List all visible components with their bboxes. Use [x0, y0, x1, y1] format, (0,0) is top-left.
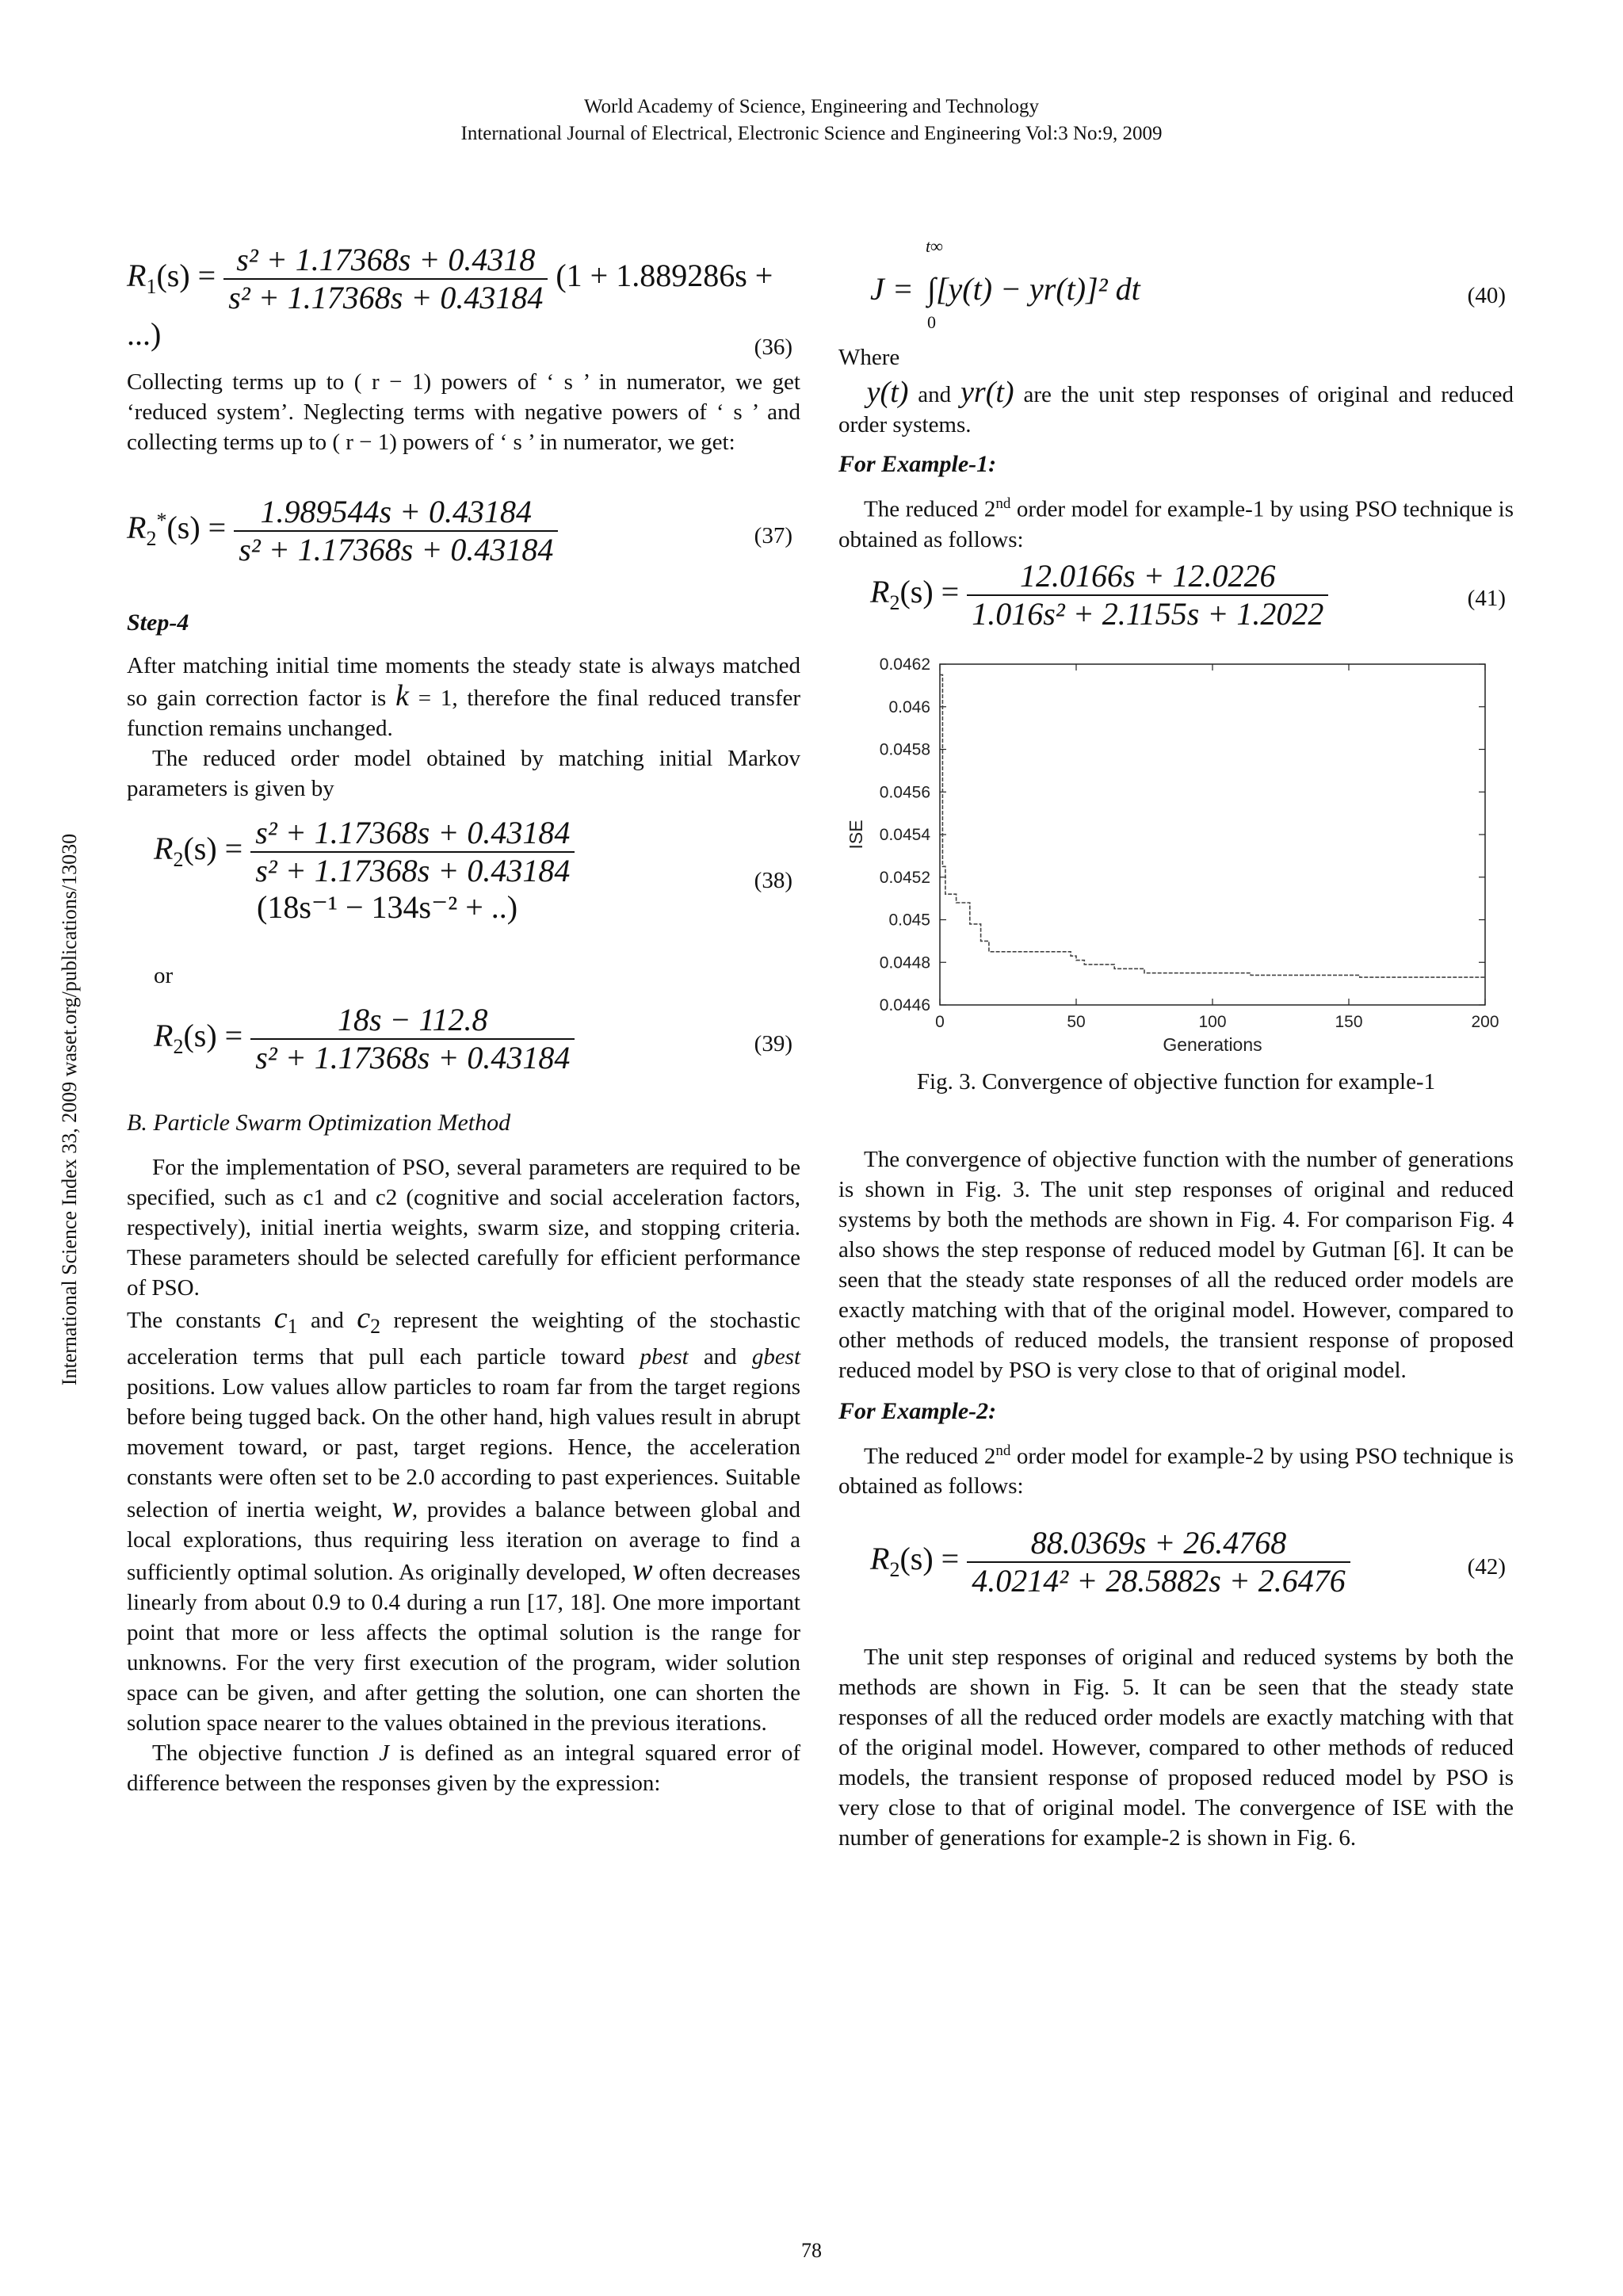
- eq36-denominator: s² + 1.17368s + 0.43184: [228, 280, 544, 315]
- p2-text-b: order model for example-1 by using PSO technique is obtained as follows:: [838, 496, 1514, 552]
- figure-3-caption: Fig. 3. Convergence of objective function for example-1: [916, 1068, 1436, 1095]
- eq42-lhs: R: [870, 1541, 890, 1577]
- y-tick-label-7: 0.046: [888, 697, 930, 716]
- paragraph-constants: [127, 1303, 800, 1738]
- p2-part-a: After matching initial time moments the steady state is always matched so gain correction factor is: [127, 653, 800, 711]
- p5-text-b: represent the weighting of the stochastic acceleration terms that pull each particle toward: [127, 1308, 801, 1370]
- eq36-lhs-arg: (s) =: [156, 258, 216, 294]
- p1-text-b: are the unit step responses of original and reduced order systems.: [838, 382, 1514, 437]
- y-tick-label-0: 0.0446: [879, 995, 930, 1014]
- y-tick-label-2: 0.045: [888, 911, 930, 930]
- paragraph-steady-state: [127, 651, 800, 743]
- equation-36: [127, 242, 800, 360]
- section-b-heading: B. Particle Swarm Optimization Method: [127, 1110, 511, 1136]
- y-tick-label-3: 0.0452: [879, 868, 930, 887]
- p5-text-c: positions. Low values allow particles to roam far from the target regions before being tugged back. On the other hand, high values result in abrupt movement toward, or past, target regions. Hence, the acceleration constants were often set to be 2.0 according to past experiences. Suitable selection of inertia weight,: [127, 1373, 800, 1522]
- eq36-label: (36): [754, 334, 792, 360]
- equation-40: [838, 238, 1514, 333]
- p6-text-a: The objective function: [152, 1740, 369, 1766]
- eq37-numerator: 1.989544s + 0.43184: [234, 494, 558, 532]
- paragraph-example-2-results: The unit step responses of original and reduced systems by both the methods are shown in Fig. 5. It can be seen that the steady state responses of all the reduced order models are exactly matching with that of the original model. However, compared to other methods of reduced models, the transient response of proposed reduced model by PSO is very close to that of original model. The convergence of ISE with the number of generations for example-2 is shown in Fig. 6.: [838, 1645, 1514, 1851]
- eq37-lhs-sub: 2: [146, 527, 157, 551]
- eq40-upper-limit: t∞: [926, 236, 943, 256]
- equation-39: [154, 1002, 800, 1081]
- eq37-label: (37): [754, 523, 792, 548]
- equation-38: [154, 815, 800, 949]
- eq40-integrand: ∫[y(t) − yr(t)]² dt: [927, 271, 1140, 307]
- eq37-denominator: s² + 1.17368s + 0.43184: [239, 532, 554, 567]
- paragraph-example-1: [838, 489, 1514, 555]
- eq38-lhs: R: [154, 831, 174, 867]
- x-tick-label-1: 50: [1067, 1012, 1086, 1031]
- p5-text-a: The constants: [127, 1308, 262, 1333]
- p5-text-e: often decreases linearly from about 0.9 to 0.4 during a run [17, 18]. One more important point that more or less affects the optimal solution is the range for unknowns. For the very first execution of the program, wider solution space can be given, and after getting the solution, one can shorten the solution space nearer to the values obtained in the previous iterations.: [127, 1559, 801, 1736]
- running-header: [0, 94, 1623, 147]
- eq36-series: (1 + 1.889286s + ...): [127, 258, 773, 352]
- gain-k-symbol: k: [395, 679, 409, 712]
- y-tick-label-1: 0.0448: [879, 953, 930, 972]
- right-column: [838, 238, 1514, 1853]
- eq39-label: (39): [754, 1031, 792, 1056]
- word-where: Where: [838, 345, 900, 370]
- y-axis-label: ISE: [846, 819, 866, 850]
- x-axis-label: Generations: [1163, 1033, 1262, 1055]
- paragraph-pso-params: For the implementation of PSO, several parameters are required to be specified, such as c1 and c2 (cognitive and social acceleration factors, respectively), initial inertia weights, swarm size, and stopping criteria. These parameters should be selected carefully for efficient performance of PSO.: [127, 1155, 800, 1301]
- eq38-denominator: s² + 1.17368s + 0.43184: [255, 853, 571, 888]
- inertia-w-symbol: w: [391, 1490, 412, 1524]
- yr-t-symbol: yr(t): [960, 376, 1014, 409]
- equation-41: [870, 558, 1514, 637]
- eq36-numerator: s² + 1.17368s + 0.4318: [223, 242, 548, 280]
- p4-sup: nd: [995, 1442, 1011, 1459]
- gbest-term: gbest: [751, 1343, 801, 1370]
- x-tick-label-4: 200: [1471, 1012, 1499, 1031]
- inertia-w-symbol-2: w: [632, 1553, 653, 1587]
- eq39-lhs-sub: 2: [173, 1035, 184, 1059]
- header-line-1: World Academy of Science, Engineering and Technology: [583, 96, 1040, 117]
- p2-part-b: = 1, therefore the final reduced transfer function remains unchanged.: [127, 686, 801, 741]
- header-line-2: International Journal of Electrical, Electronic Science and Engineering Vol:3 No:9, 2009: [460, 123, 1163, 144]
- word-or: or: [154, 963, 174, 988]
- eq42-lhs-arg: (s) =: [899, 1541, 960, 1577]
- paragraph-markov: The reduced order model obtained by matching initial Markov parameters is given by: [127, 746, 800, 801]
- objective-j-symbol: J: [379, 1740, 390, 1766]
- eq36-lhs-sub: 1: [146, 275, 157, 299]
- y-tick-label-4: 0.0454: [879, 825, 930, 844]
- eq37-lhs-arg: (s) =: [166, 510, 227, 546]
- eq41-lhs-arg: (s) =: [899, 573, 960, 609]
- c2-symbol: c: [357, 1301, 371, 1335]
- eq39-denominator: s² + 1.17368s + 0.43184: [255, 1040, 571, 1075]
- page-number: 78: [801, 2239, 822, 2262]
- paragraph-example-2: [838, 1436, 1514, 1502]
- pbest-term: pbest: [640, 1343, 689, 1370]
- y-t-symbol: y(t): [866, 376, 909, 409]
- eq38-lhs-arg: (s) =: [183, 831, 243, 867]
- eq41-lhs-sub: 2: [889, 590, 900, 614]
- p2-text-a: The reduced 2: [864, 496, 996, 522]
- eq36-fraction: [223, 242, 548, 316]
- convergence-chart: [838, 656, 1514, 1068]
- y-tick-label-8: 0.0462: [879, 655, 930, 674]
- p5-text-d: , provides a balance between global and local explorations, thus requiring less iteration on average to find a sufficiently optimal solution. As originally developed,: [127, 1496, 800, 1585]
- equation-37: [127, 494, 800, 573]
- eq42-label: (42): [1467, 1554, 1506, 1580]
- p4-text-b: order model for example-2 by using PSO technique is obtained as follows:: [838, 1443, 1514, 1499]
- eq41-label: (41): [1467, 585, 1506, 611]
- heading-step-4: Step-4: [127, 609, 189, 636]
- p5-and: and: [311, 1308, 344, 1333]
- c2-subscript: 2: [370, 1314, 381, 1338]
- p6-text-b: is defined as an integral squared error of difference between the responses given by the expression:: [127, 1740, 801, 1796]
- eq41-numerator: 12.0166s + 12.0226: [967, 558, 1328, 596]
- eq37-lhs-sup: *: [156, 508, 167, 532]
- p4-text-a: The reduced 2: [864, 1443, 996, 1469]
- sidebar-index-text: International Science Index 33, 2009 waset.org/publications/13030: [58, 833, 81, 1386]
- p1-and: and: [918, 382, 952, 407]
- figure-3: [838, 656, 1514, 1068]
- eq41-fraction: [967, 558, 1328, 632]
- eq42-fraction: [967, 1525, 1350, 1599]
- paragraph-unit-step: [838, 377, 1514, 440]
- heading-example-2: For Example-2:: [838, 1397, 997, 1424]
- p5-and-2: and: [703, 1343, 737, 1370]
- x-tick-label-3: 150: [1335, 1012, 1363, 1031]
- eq38-lhs-sub: 2: [173, 848, 184, 872]
- eq37-fraction: [234, 494, 558, 568]
- eq36-lhs: R: [127, 258, 147, 294]
- eq42-denominator: 4.0214² + 28.5882s + 2.6476: [972, 1563, 1346, 1599]
- eq39-lhs-arg: (s) =: [183, 1018, 243, 1054]
- eq42-lhs-sub: 2: [889, 1558, 900, 1582]
- eq37-lhs: R: [127, 510, 147, 546]
- eq38-fraction: [250, 815, 575, 889]
- heading-example-1: For Example-1:: [838, 451, 997, 477]
- eq40-lower-limit: 0: [927, 312, 936, 332]
- equation-42: [870, 1525, 1514, 1604]
- eq40-label: (40): [1467, 283, 1506, 308]
- eq38-label: (38): [754, 868, 792, 893]
- eq39-lhs: R: [154, 1018, 174, 1054]
- paragraph-collecting: Collecting terms up to ( r − 1) powers of ‘ s ’ in numerator, we get ‘reduced system’. Neglecting terms with negative powers of ‘ s ’ and collecting terms up to ( r − 1) powers of ‘ s ’ in numerator, we get:: [127, 369, 800, 455]
- x-tick-label-0: 0: [935, 1012, 945, 1031]
- y-tick-label-5: 0.0456: [879, 782, 930, 801]
- paragraph-objective: [127, 1738, 800, 1798]
- plot-frame: [940, 664, 1485, 1005]
- left-column: [127, 242, 800, 1798]
- eq42-numerator: 88.0369s + 26.4768: [967, 1525, 1350, 1563]
- eq38-series: (18s⁻¹ − 134s⁻² + ..): [257, 889, 518, 925]
- p2-sup: nd: [995, 495, 1011, 512]
- eq39-fraction: [250, 1002, 575, 1076]
- eq40-lhs: J =: [870, 271, 914, 307]
- eq41-denominator: 1.016s² + 2.1155s + 1.2022: [972, 595, 1324, 632]
- eq39-numerator: 18s − 112.8: [250, 1002, 575, 1040]
- x-tick-label-2: 100: [1198, 1012, 1227, 1031]
- c1-symbol: c: [273, 1301, 288, 1335]
- c1-subscript: 1: [287, 1314, 298, 1338]
- eq38-numerator: s² + 1.17368s + 0.43184: [250, 815, 575, 853]
- y-tick-label-6: 0.0458: [879, 740, 930, 759]
- eq41-lhs: R: [870, 573, 890, 609]
- paragraph-convergence: The convergence of objective function with the number of generations is shown in Fig. 3. The unit step responses of original and reduced systems by both the methods are shown in Fig. 4. For comparison Fig. 4 also shows the step response of reduced model by Gutman [6]. It can be seen that the steady state responses of all the reduced order models are exactly matching with that of the original model. However, compared to other methods of reduced models, the transient response of proposed reduced model by PSO is very close to that of original model.: [838, 1146, 1514, 1383]
